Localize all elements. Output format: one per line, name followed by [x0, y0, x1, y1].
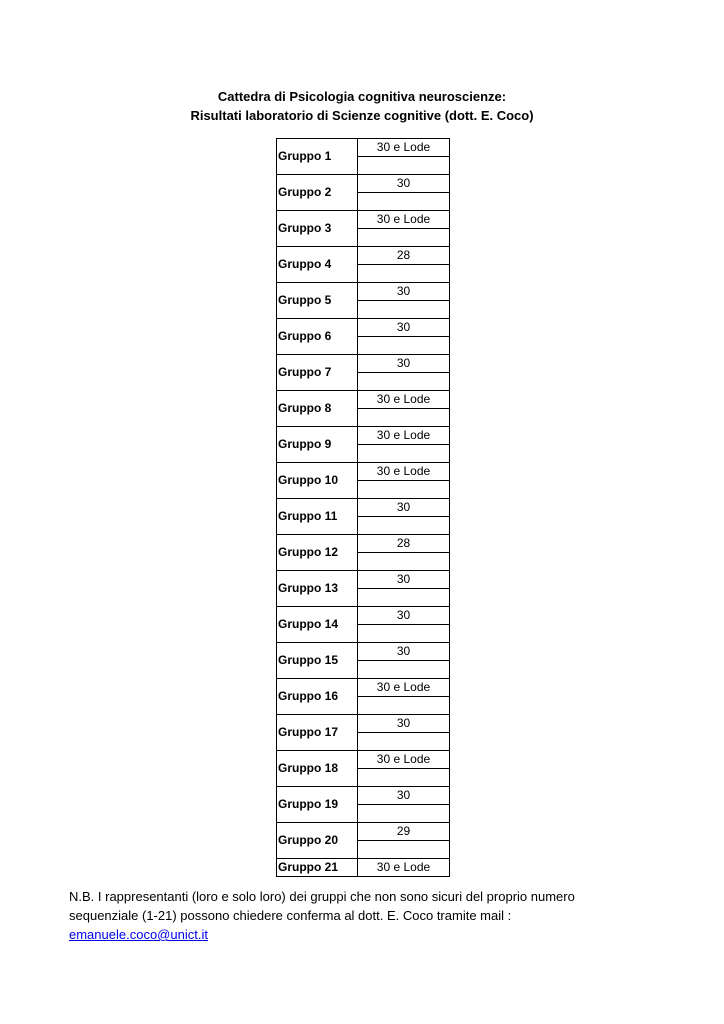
table-row [277, 355, 450, 373]
document-title-line-1: Cattedra di Psicologia cognitiva neuroscienze: [217, 89, 507, 104]
empty-cell [358, 769, 450, 787]
table-row [277, 283, 450, 301]
grade-cell: 30 [358, 499, 450, 517]
table-row [277, 751, 450, 769]
grade-cell: 30 e Lode [358, 427, 450, 445]
group-name-cell: Gruppo 3 [277, 211, 358, 247]
table-row [277, 463, 450, 481]
grade-cell: 30 [358, 355, 450, 373]
grade-cell: 30 [358, 319, 450, 337]
empty-cell [358, 553, 450, 571]
group-name-cell: Gruppo 9 [277, 427, 358, 463]
empty-cell [358, 157, 450, 175]
grade-cell: 30 [358, 283, 450, 301]
table-row [277, 571, 450, 589]
group-name-cell: Gruppo 1 [277, 139, 358, 175]
note-paragraph [69, 887, 669, 944]
empty-cell [358, 697, 450, 715]
group-name-cell: Gruppo 18 [277, 751, 358, 787]
table-row [277, 823, 450, 841]
table-row [277, 535, 450, 553]
grade-cell: 28 [358, 535, 450, 553]
results-table [276, 138, 450, 877]
table-row [277, 607, 450, 625]
group-name-cell: Gruppo 8 [277, 391, 358, 427]
grade-cell: 30 [358, 787, 450, 805]
grade-cell: 30 [358, 175, 450, 193]
table-row [277, 679, 450, 697]
table-row [277, 211, 450, 229]
empty-cell [358, 337, 450, 355]
note-line-2: sequenziale (1-21) possono chiedere conferma al dott. E. Coco tramite mail : [69, 908, 512, 923]
table-row [277, 787, 450, 805]
results-table-body [277, 139, 450, 877]
table-row [277, 499, 450, 517]
table-row [277, 139, 450, 157]
table-row [277, 715, 450, 733]
empty-cell [358, 193, 450, 211]
group-name-cell: Gruppo 12 [277, 535, 358, 571]
empty-cell [358, 373, 450, 391]
table-row [277, 859, 450, 877]
table-row [277, 319, 450, 337]
table-row [277, 391, 450, 409]
group-name-cell: Gruppo 7 [277, 355, 358, 391]
group-name-cell: Gruppo 5 [277, 283, 358, 319]
group-name-cell: Gruppo 14 [277, 607, 358, 643]
note-line-1: N.B. I rappresentanti (loro e solo loro) dei gruppi che non sono sicuri del proprio numero [69, 889, 575, 904]
grade-cell: 30 e Lode [358, 679, 450, 697]
group-name-cell: Gruppo 21 [277, 859, 358, 877]
grade-cell: 28 [358, 247, 450, 265]
group-name-cell: Gruppo 16 [277, 679, 358, 715]
grade-cell: 30 e Lode [358, 139, 450, 157]
group-name-cell: Gruppo 20 [277, 823, 358, 859]
document-title-line-2: Risultati laboratorio di Scienze cognitive (dott. E. Coco) [190, 108, 534, 123]
table-row [277, 427, 450, 445]
grade-cell: 29 [358, 823, 450, 841]
grade-cell: 30 e Lode [358, 211, 450, 229]
table-row [277, 175, 450, 193]
empty-cell [358, 733, 450, 751]
empty-cell [358, 589, 450, 607]
empty-cell [358, 517, 450, 535]
group-name-cell: Gruppo 13 [277, 571, 358, 607]
group-name-cell: Gruppo 10 [277, 463, 358, 499]
table-row [277, 247, 450, 265]
grade-cell: 30 [358, 571, 450, 589]
table-row [277, 643, 450, 661]
empty-cell [358, 409, 450, 427]
empty-cell [358, 265, 450, 283]
grade-cell: 30 [358, 607, 450, 625]
grade-cell: 30 e Lode [358, 859, 450, 877]
group-name-cell: Gruppo 15 [277, 643, 358, 679]
empty-cell [358, 301, 450, 319]
grade-cell: 30 e Lode [358, 463, 450, 481]
group-name-cell: Gruppo 11 [277, 499, 358, 535]
empty-cell [358, 661, 450, 679]
empty-cell [358, 481, 450, 499]
empty-cell [358, 805, 450, 823]
grade-cell: 30 e Lode [358, 751, 450, 769]
empty-cell [358, 841, 450, 859]
empty-cell [358, 229, 450, 247]
email-link[interactable]: emanuele.coco@unict.it [69, 927, 208, 942]
group-name-cell: Gruppo 4 [277, 247, 358, 283]
group-name-cell: Gruppo 6 [277, 319, 358, 355]
group-name-cell: Gruppo 19 [277, 787, 358, 823]
grade-cell: 30 [358, 643, 450, 661]
grade-cell: 30 e Lode [358, 391, 450, 409]
group-name-cell: Gruppo 17 [277, 715, 358, 751]
group-name-cell: Gruppo 2 [277, 175, 358, 211]
empty-cell [358, 625, 450, 643]
empty-cell [358, 445, 450, 463]
grade-cell: 30 [358, 715, 450, 733]
